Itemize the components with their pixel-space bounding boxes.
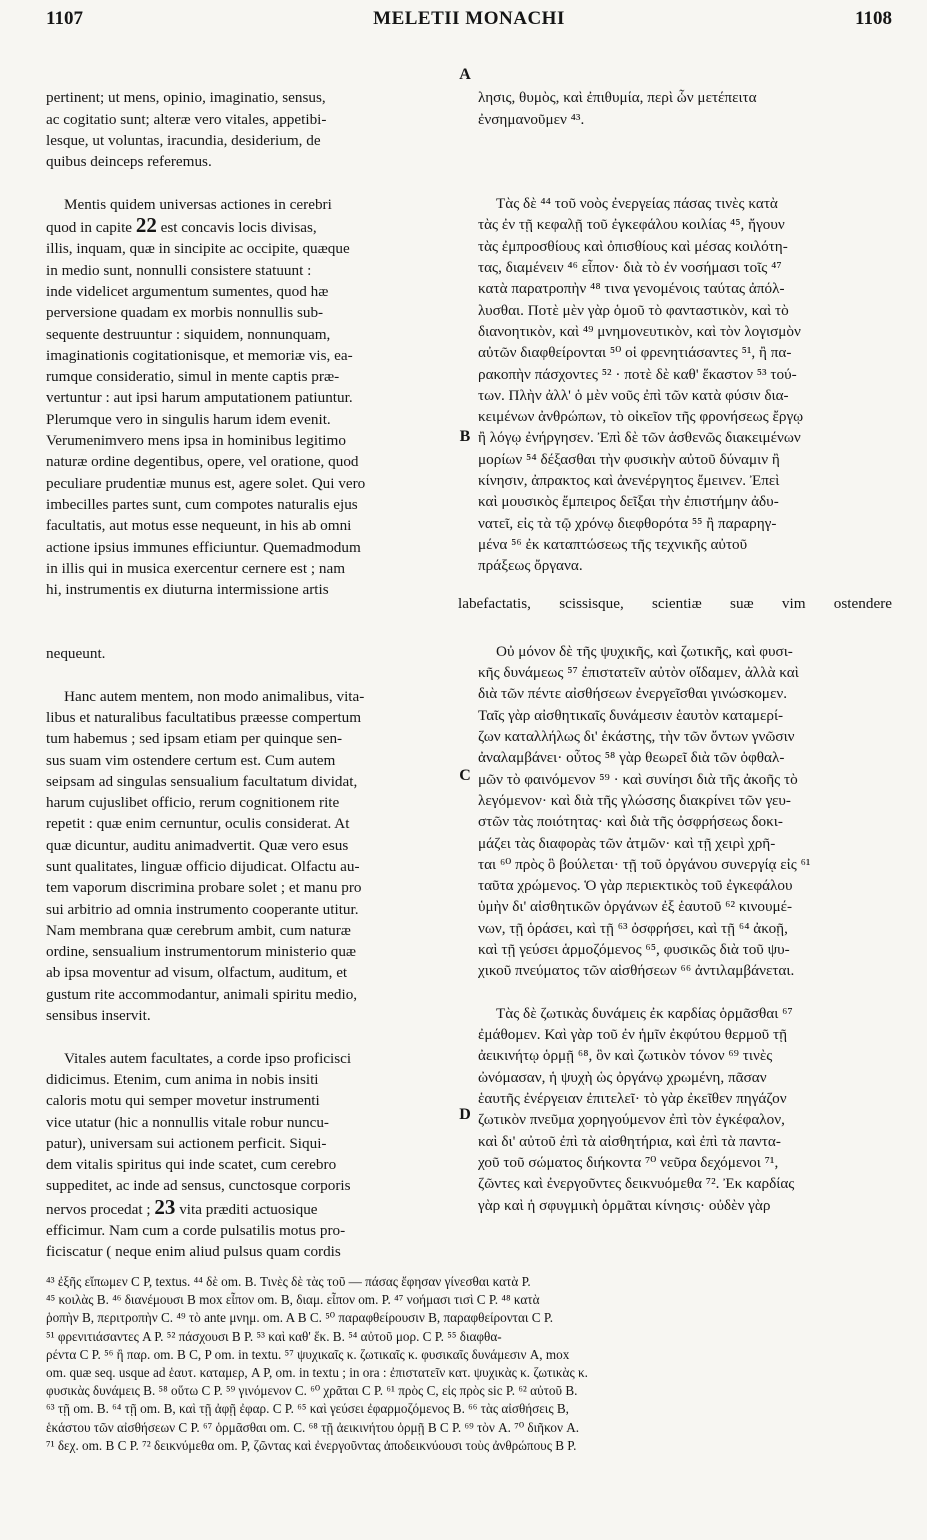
- apparatus-line: ⁴⁵ κοιλὰς B. ⁴⁶ διανέμουσι B mox εἶπον om. B, διαμ. εἶπον om. P. ⁴⁷ νοήμασι τισὶ C P. ⁴⁸ κατὰ: [46, 1292, 540, 1308]
- apparatus-line: om. quæ seq. usque ad ἑαυτ. καταμερ, A P, om. in textu ; in ora : ἐπιστατεῖν κατ. ψυχικὰς κ. ζωτικὰς κ.: [46, 1365, 588, 1381]
- latin-paragraph-4-text-a: Vitales autem facultates, a corde ipso proficisci didicimus. Etenim, cum anima in nobis insiti caloris motu qui semper movetur instrumenti vice utatur (hic a nonnullis vitale robur nuncu- patur), universam sui actionem perficit. Siqui- dem vitalis spiritus qui inde scatet, cum cerebro suppeditet, ac inde ad sensus, cunctosque corporis nervos procedat ;: [46, 1049, 352, 1218]
- running-title: MELETII MONACHI: [373, 8, 565, 29]
- section-marker-b: B: [459, 428, 471, 445]
- section-marker-a: A: [459, 66, 471, 83]
- latin-paragraph-4: [46, 1048, 454, 1263]
- apparatus-line: φυσικὰς δυνάμεις B. ⁵⁸ οὕτω C P. ⁵⁹ γινόμενον C. ⁶⁰ χρᾶται C P. ⁶¹ πρὸς C, εἰς πρὸς sic P. ⁶² αὐτοῦ B.: [46, 1383, 578, 1399]
- critical-apparatus: [46, 1273, 892, 1455]
- latin-paragraph-2-text-b: est concavis locis divisas, illis, inquam, quæ in sincipite ac occipite, quæque in medio sunt, nonnulli consistere statuunt : inde videlicet argumentum sumentes, quod hæ perversione quadam ex morbis nonnullis sub- sequente destruuntur : siquidem, nonnunquam, imaginationis cogitationisque, et memoriæ vis, ea- rumque consideratio, simul in mente captis præ- vertuntur : aut ipsi harum amputationem patiuntur. Plerumque vero in singulis harum idem evenit. Verumenimvero mens ipsa in hominibus legitimo naturæ ordine degentibus, opere, vel oratione, quod peculiare prudentiæ munus est, agere solet. Qui vero imbecilles partes sunt, cum compotes naturalis ejus facultatis, aut motus esse nequeunt, in his ab omni actione ipsius immunes efficiuntur. Quemadmodum in illis qui in musica exercentur cernere est ; nam hi, instrumentis ex diuturna intermissione artis: [46, 219, 366, 599]
- greek-paragraph-4: Τὰς δὲ ζωτικὰς δυνάμεις ἐκ καρδίας ὁρμᾶσθαι ⁶⁷ ἐμάθομεν. Καὶ γὰρ τοῦ ἐν ἡμῖν ἐκφύτου θερμοῦ τῇ ἀεικινήτῳ ὁρμῇ ⁶⁸, ὃν καὶ ζωτικὸν τόνον ⁶⁹ τινὲς ὠνόμασαν, ἡ ψυχὴ ὡς ὀργάνῳ χρωμένη, πᾶσαν ἑαυτῆς ἐνέργειαν ἐπιτελεῖ· τὸ γὰρ ἐκεῖθεν πηγάζον ζωτικὸν πνεῦμα χορηγούμενον ἐπὶ τὸν ἐγκέφαλον, καὶ δι' αὐτοῦ ἐπὶ τὰ αἰσθητήρια, καὶ ἐπὶ τὰ παντα- χοῦ τοῦ σώματος διήκοντα ⁷⁰ νεῦρα δεχόμενοι ⁷¹, ζῶντες καὶ ἐνεργοῦντες δεικνυόμεθα ⁷². Ἐκ καρδίας γὰρ καὶ ἡ σφυγμικὴ ὁρμᾶται κίνησις· οὐδὲν γὰρ: [478, 1004, 795, 1214]
- margin-page-number-23: 23: [154, 1194, 176, 1219]
- latin-paragraph-3: Hanc autem mentem, non modo animalibus, vita- libus et naturalibus facultatibus præesse compertum tum habemus ; sed ipsam etiam per quinque sen- sus suam vim ostendere certum est. Cum autem seipsam ad singulas sensualium facultatum dividat, harum cujuslibet officio, rerum cognitionem rite repetit : quæ enim cernuntur, oculis considerat. At quæ dicuntur, auditu animadvertit. Quæ vero esus sunt qualitates, linguæ officio dijudicat. Olfactu au- tem vaporum discrimina probare solet ; et manu pro sui arbitrio ad omnia instrumento cooperante utitur. Nam membrana quæ cerebrum ambit, cum naturæ ordine, sensualium instrumentorum ministerio quæ ab ipsa moventur ad visum, olfactum, auditum, et gustum rite accommodantur, animali spiritu medio, sensibus inservit.: [46, 687, 365, 1025]
- section-marker-d: D: [459, 1106, 471, 1123]
- section-marker-c: C: [459, 767, 471, 784]
- margin-page-number-22: 22: [135, 213, 157, 238]
- page-number-right: 1108: [855, 8, 892, 29]
- page-number-left: 1107: [46, 8, 83, 29]
- latin-paragraph-1: pertinent; ut mens, opinio, imaginatio, sensus, ac cogitatio sunt; alteræ vero vitales, appetibi- lesque, ut voluntas, iracundia, desiderium, de quibus deinceps referemus.: [46, 89, 327, 171]
- latin-paragraph-2-end: nequeunt.: [46, 645, 106, 663]
- latin-paragraph-2: [46, 194, 454, 601]
- apparatus-line: ⁴³ ἐξῆς εἴπωμεν C P, textus. ⁴⁴ δὲ om. B. Τινὲς δὲ τὰς τοῦ — πάσας ἔφησαν γίνεσθαι κατὰ P.: [46, 1274, 531, 1289]
- apparatus-line: ῥοπὴν B, περιτροπὴν C. ⁴⁹ τὸ ante μνημ. om. A B C. ⁵⁰ παραφθείρουσιν B, παραφθείρονται C P.: [46, 1310, 553, 1326]
- greek-paragraph-3: Οὐ μόνον δὲ τῆς ψυχικῆς, καὶ ζωτικῆς, καὶ φυσι- κῆς δυνάμεως ⁵⁷ ἐπιστατεῖν αὐτὸν οἴδαμεν, ἀλλὰ καὶ διὰ τῶν πέντε αἰσθήσεων ἐνεργεῖσθαι γινώσκομεν. Ταῖς γὰρ αἰσθητικαῖς δυνάμεσιν ἑαυτὸν καταμερί- ζων καταλλήλως δι' ἑκάστης, τὴν τῶν ὄντων γνῶσιν ἀναλαμβάνει· οὗτος ⁵⁸ γὰρ θεωρεῖ διὰ τῶν ὀφθαλ- μῶν τὸ φαινόμενον ⁵⁹ · καὶ συνίησι διὰ τῆς ἀκοῆς τὸ λεγόμενον· καὶ διὰ τῆς γλώσσης διακρίνει τῶν γευ- στῶν τὰς ποιότητας· καὶ διὰ τῆς ὀσφρήσεως δοκι- μάζει τὰς διαφορὰς τῶν ἀτμῶν· καὶ τῇ χειρὶ χρῆ- ται ⁶⁰ πρὸς ὃ βούλεται· τῇ τοῦ ὀργάνου συνεργίᾳ εἰς ⁶¹ ταῦτα χρώμενος. Ὁ γὰρ περιεκτικὸς τοῦ ἐγκεφάλου ὑμὴν δι' αἰσθητικῶν ὀργάνων ἐξ ἑαυτοῦ ⁶² κινουμέ- νων, τῇ ὁράσει, καὶ τῇ ⁶³ ὀσφρήσει, καὶ τῇ ⁶⁴ ἀκοῇ, καὶ τῇ γεύσει ἁρμοζόμενος ⁶⁵, φυσικῶς διὰ τοῦ ψυ- χικοῦ πνεύματος τῶν αἰσθήσεων ⁶⁶ ἀντιλαμβάνεται.: [478, 642, 811, 980]
- apparatus-line: ⁵¹ φρενιτιάσαντες A P. ⁵² πάσχουσι B P. ⁵³ καὶ καθ' ἕκ. B. ⁵⁴ αὐτοῦ μορ. C P. ⁵⁵ διαφθα-: [46, 1328, 502, 1344]
- latin-column: [46, 66, 454, 1284]
- greek-paragraph-2: Τὰς δὲ ⁴⁴ τοῦ νοὸς ἐνεργείας πάσας τινὲς κατὰ τὰς ἐν τῇ κεφαλῇ τοῦ ἐγκεφάλου κοιλίας ⁴⁵, ἤγουν τὰς ἐμπροσθίους καὶ ὀπισθίους καὶ μέσας κοιλότη- τας, διαμένειν ⁴⁶ εἶπον· διὰ τὸ ἐν νοσήμασι τοῖς ⁴⁷ κατὰ παρατροπὴν ⁴⁸ τινα γενομένοις ταύτας ἀπόλ- λυσθαι. Ποτὲ μὲν γὰρ ὁμοῦ τὸ φανταστικὸν, καὶ τὸ διανοητικὸν, καὶ ⁴⁹ μνημονευτικὸν, καὶ τὸν λογισμὸν αὐτῶν διαφθείρονται ⁵⁰ οἱ φρενητιάσαντες ⁵¹, ἢ πα- ρακοπὴν πάσχοντες ⁵² · ποτὲ δὲ καθ' ἕκαστον ⁵³ τού- των. Πλὴν ἀλλ' ὁ μὲν νοῦς ἐπὶ τῶν κατὰ φύσιν δια- κειμένων ἀνθρώπων, τὸ οἰκεῖον τῆς φρονήσεως ἔργῳ ἢ λόγῳ ἐνήργησεν. Ἐπὶ δὲ τῶν ἀσθενῶς διακειμένων μορίων ⁵⁴ δέξασθαι τὴν φυσικὴν αὐτοῦ δύναμιν ἢ κίνησιν, ἀπρακτος καὶ ἀνενέργητος ἔμεινεν. Ἐπεὶ καὶ μουσικὸς ἔμπειρος δεῖξαι τὴν ἐπιστήμην ἀδυ- νατεῖ, εἰς τὰ τῷ χρόνῳ διεφθορότα ⁵⁵ ἢ παραρηγ- μένα ⁵⁶ ἐκ καταπτώσεως τῆς τεχνικῆς αὐτοῦ πράξεως ὄργανα.: [478, 195, 804, 575]
- latin-paragraph-2-text-a: Mentis quidem universas actiones in cerebri quod in capite: [46, 195, 332, 237]
- greek-column: [478, 66, 892, 1237]
- greek-paragraph-1: λησις, θυμὸς, καὶ ἐπιθυμία, περὶ ὧν μετέπειτα ἐνσημανοῦμεν ⁴³.: [478, 89, 757, 128]
- running-head: [46, 8, 892, 34]
- apparatus-line: ρέντα C P. ⁵⁶ ἢ παρ. om. B C, P om. in textu. ⁵⁷ ψυχικαῖς κ. ζωτικαῖς κ. φυσικαῖς δυνάμεσιν A, mox: [46, 1346, 570, 1362]
- apparatus-line: ⁶³ τῇ om. B. ⁶⁴ τῇ om. B, καὶ τῇ ἀφῇ ἐφαρ. C P. ⁶⁵ καὶ γεύσει ἐφαρμοζόμενος B. ⁶⁶ τὰς αἰσθήσεις B,: [46, 1401, 569, 1417]
- spanning-line-text: labefactatis, scissisque, scientiæ suæ vim ostendere: [458, 595, 892, 612]
- apparatus-line: ἑκάστου τῶν αἰσθήσεων C P. ⁶⁷ ὁρμᾶσθαι om. C. ⁶⁸ τῇ ἀεικινήτου ὁρμῇ B C P. ⁶⁹ τὸν A. ⁷⁰ διῆκον A.: [46, 1419, 580, 1435]
- latin-paragraph-4-text-b: vita præditi actuosique efficimur. Nam cum a corde pulsatilis motus pro- ficiscatur ( neque enim aliud pulsus quam cordis: [46, 1200, 346, 1261]
- apparatus-line: ⁷¹ δεχ. om. B C P. ⁷² δεικνύμεθα om. P, ζῶντας καὶ ἐνεργοῦντας ἀποδεικνύουσι τοὺς ἀνθρώπους B P.: [46, 1437, 577, 1453]
